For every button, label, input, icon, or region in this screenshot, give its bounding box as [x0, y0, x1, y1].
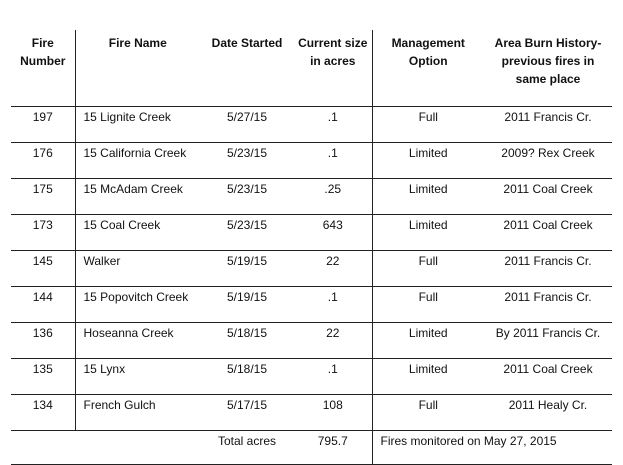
- header-fire-number: Fire Number: [11, 30, 75, 107]
- monitoring-note: Fires monitored on May 27, 2015: [372, 431, 612, 465]
- date-started: 5/18/15: [200, 323, 294, 359]
- fire-name: 15 McAdam Creek: [75, 179, 200, 215]
- table-row: [11, 215, 612, 251]
- table-row: [11, 359, 612, 395]
- current-size: .1: [294, 143, 372, 179]
- fire-number: 144: [11, 287, 75, 323]
- current-size: .1: [294, 359, 372, 395]
- fire-number: 136: [11, 323, 75, 359]
- fire-name: 15 Lynx: [75, 359, 200, 395]
- fire-name: Walker: [75, 251, 200, 287]
- table-row: [11, 287, 612, 323]
- burn-history: 2011 Coal Creek: [484, 359, 612, 395]
- fire-number: 197: [11, 107, 75, 143]
- management-option: Limited: [372, 323, 484, 359]
- fire-table: [11, 30, 612, 465]
- current-size: 108: [294, 395, 372, 431]
- fire-number: 173: [11, 215, 75, 251]
- current-size: .25: [294, 179, 372, 215]
- date-started: 5/19/15: [200, 251, 294, 287]
- header-fire-name: Fire Name: [75, 30, 200, 107]
- management-option: Limited: [372, 143, 484, 179]
- burn-history: 2011 Francis Cr.: [484, 251, 612, 287]
- date-started: 5/23/15: [200, 179, 294, 215]
- current-size: .1: [294, 107, 372, 143]
- header-row: [11, 30, 612, 107]
- current-size: 22: [294, 323, 372, 359]
- management-option: Full: [372, 287, 484, 323]
- total-row: [11, 431, 612, 465]
- current-size: .1: [294, 287, 372, 323]
- fire-name: 15 Popovitch Creek: [75, 287, 200, 323]
- burn-history: 2011 Coal Creek: [484, 215, 612, 251]
- fire-name: 15 Lignite Creek: [75, 107, 200, 143]
- table-row: [11, 251, 612, 287]
- table-row: [11, 143, 612, 179]
- table-row: [11, 179, 612, 215]
- burn-history: 2011 Coal Creek: [484, 179, 612, 215]
- total-empty-cell: [11, 431, 75, 465]
- burn-history: 2011 Healy Cr.: [484, 395, 612, 431]
- date-started: 5/17/15: [200, 395, 294, 431]
- header-area-burn-history: Area Burn History- previous fires in same place: [484, 30, 612, 107]
- fire-number: 175: [11, 179, 75, 215]
- management-option: Limited: [372, 359, 484, 395]
- fire-name: French Gulch: [75, 395, 200, 431]
- table-row: [11, 395, 612, 431]
- burn-history: 2011 Francis Cr.: [484, 287, 612, 323]
- fire-number: 135: [11, 359, 75, 395]
- management-option: Full: [372, 395, 484, 431]
- total-acres-label: Total acres: [200, 431, 294, 465]
- current-size: 22: [294, 251, 372, 287]
- management-option: Full: [372, 251, 484, 287]
- total-empty-cell: [75, 431, 200, 465]
- date-started: 5/27/15: [200, 107, 294, 143]
- date-started: 5/19/15: [200, 287, 294, 323]
- fire-name: 15 Coal Creek: [75, 215, 200, 251]
- table-row: [11, 107, 612, 143]
- burn-history: 2011 Francis Cr.: [484, 107, 612, 143]
- fire-number: 176: [11, 143, 75, 179]
- burn-history: 2009? Rex Creek: [484, 143, 612, 179]
- management-option: Full: [372, 107, 484, 143]
- fire-number: 145: [11, 251, 75, 287]
- current-size: 643: [294, 215, 372, 251]
- burn-history: By 2011 Francis Cr.: [484, 323, 612, 359]
- management-option: Limited: [372, 215, 484, 251]
- date-started: 5/18/15: [200, 359, 294, 395]
- date-started: 5/23/15: [200, 143, 294, 179]
- total-acres-value: 795.7: [294, 431, 372, 465]
- date-started: 5/23/15: [200, 215, 294, 251]
- header-date-started: Date Started: [200, 30, 294, 107]
- fire-name: Hoseanna Creek: [75, 323, 200, 359]
- fire-name: 15 California Creek: [75, 143, 200, 179]
- header-management-option: Management Option: [372, 30, 484, 107]
- management-option: Limited: [372, 179, 484, 215]
- table-row: [11, 323, 612, 359]
- fire-number: 134: [11, 395, 75, 431]
- header-current-size: Current size in acres: [294, 30, 372, 107]
